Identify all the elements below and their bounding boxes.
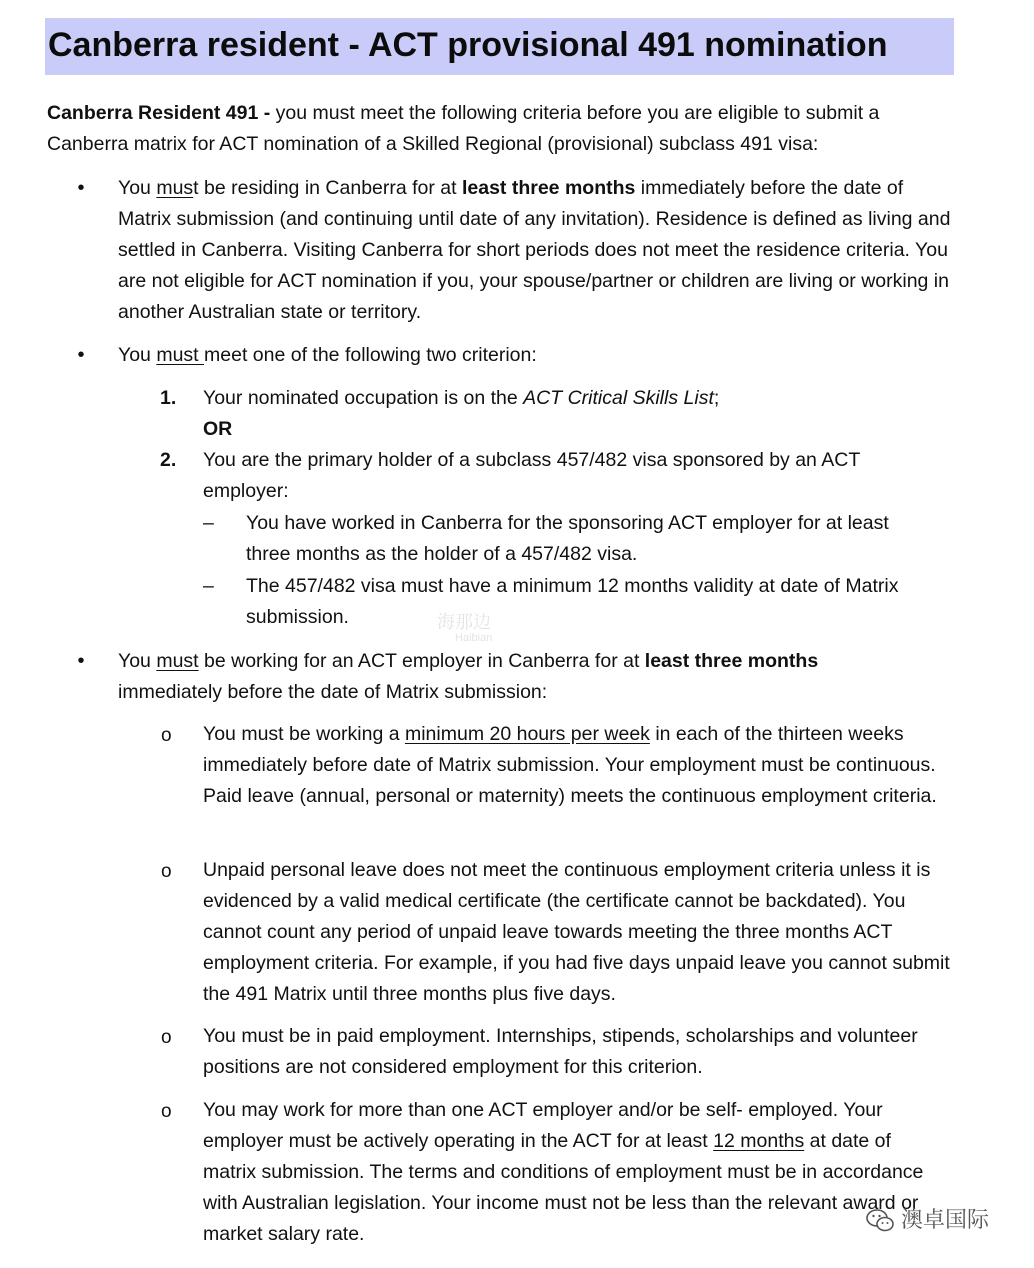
- intro-paragraph: [47, 98, 957, 160]
- bold-run: least three months: [461, 177, 636, 199]
- underline-run: 12 months: [713, 1130, 805, 1152]
- or-label: OR: [203, 418, 233, 440]
- text-run: in each of the thirteen weeks immediately before date of Matrix submission. Your employment must be continuous. Paid leave (annual, personal or maternity) meets the continuous employment criteria.: [203, 723, 937, 807]
- bold-run: least three months: [644, 650, 819, 672]
- wechat-icon: [865, 1208, 895, 1234]
- bullet-icon: •: [77, 177, 85, 199]
- wechat-account-watermark: [865, 1206, 989, 1236]
- text-run: You may work for more than one ACT employer and/or be self- employed. Your employer must be actively operating in the ACT for at least: [203, 1099, 883, 1152]
- wechat-label: 澳卓国际: [901, 1208, 990, 1233]
- italic-run: ACT Critical Skills List: [523, 387, 714, 409]
- text-run: meet one of the following two criterion:: [204, 344, 537, 366]
- heading-banner: [45, 18, 954, 75]
- text-run: at date of matrix submission. The terms and conditions of employment must be in accordance with Australian legislation. Your income must not be less than the relevant award or market salary rate.: [203, 1130, 924, 1245]
- text-run: You: [118, 344, 157, 366]
- item-unpaid-leave: Unpaid personal leave does not meet the continuous employment criteria unless it is evidenced by a valid medical certificate (the certificate cannot be backdated). You cannot count any period of unpaid leave towards meeting the three months ACT employment criteria. For example, if you had five days unpaid leave you cannot submit the 491 Matrix until three months plus five days.: [203, 859, 950, 1005]
- bullet-criterion: [118, 340, 954, 371]
- item-multiple-employers: [203, 1095, 933, 1250]
- page-title: Canberra resident - ACT provisional 491 nomination: [48, 26, 888, 64]
- item-hours-per-week: [203, 719, 951, 812]
- circle-bullet-icon: o: [161, 725, 172, 746]
- intro-text: you must meet the following criteria before you are eligible to submit a Canberra matrix for ACT nomination of a Skilled Regional (provisional) subclass 491 visa:: [47, 102, 880, 155]
- circle-bullet-icon: o: [161, 1101, 172, 1122]
- text-run: be working for an ACT employer in Canberra for at: [198, 650, 645, 672]
- number-2: 2.: [160, 449, 177, 471]
- text-run: t be residing in Canberra for at: [193, 177, 462, 199]
- watermark: [437, 612, 492, 644]
- criterion-visa-holder: You are the primary holder of a subclass 457/482 visa sponsored by an ACT employer:: [203, 449, 860, 502]
- underline-run: minimum 20 hours per week: [404, 723, 650, 745]
- sub-criterion-worked: You have worked in Canberra for the sponsoring ACT employer for at least three months as the holder of a 457/482 visa.: [246, 512, 889, 565]
- text-run: Your nominated occupation is on the: [203, 387, 524, 409]
- text-run: You: [118, 650, 157, 672]
- number-1: 1.: [160, 387, 177, 409]
- watermark-subtext: Haibian: [455, 632, 493, 644]
- underline-run: must: [156, 650, 199, 672]
- sub-criterion-validity: The 457/482 visa must have a minimum 12 months validity at date of Matrix submission.: [246, 575, 899, 628]
- bullet-employment: [118, 646, 878, 708]
- intro-bold: Canberra Resident 491 -: [47, 102, 271, 124]
- text-run: immediately before the date of Matrix submission:: [118, 681, 548, 703]
- bullet-icon: •: [77, 650, 85, 672]
- circle-bullet-icon: o: [161, 1027, 172, 1048]
- bullet-icon: •: [77, 344, 85, 366]
- bullet-residence: [118, 173, 954, 328]
- dash-icon: –: [203, 575, 214, 597]
- dash-icon: –: [203, 512, 214, 534]
- circle-bullet-icon: o: [161, 861, 172, 882]
- underline-run: must: [156, 344, 205, 366]
- watermark-text: 海那边: [437, 612, 491, 632]
- criterion-critical-skills: [203, 383, 953, 414]
- text-run: immediately before the date of Matrix submission (and continuing until date of any invitation). Residence is defined as living and settled in Canberra. Visiting Canberra for short periods does not meet the residence criteria. You are not eligible for ACT nomination if you, your spouse/partner or children are living or working in another Australian state or territory.: [118, 177, 951, 323]
- underline-run: mus: [156, 177, 194, 199]
- text-run: ;: [713, 387, 720, 409]
- item-paid-employment: You must be in paid employment. Internships, stipends, scholarships and volunteer positions are not considered employment for this criterion.: [203, 1025, 918, 1078]
- text-run: You: [118, 177, 157, 199]
- text-run: You must be working a: [203, 723, 405, 745]
